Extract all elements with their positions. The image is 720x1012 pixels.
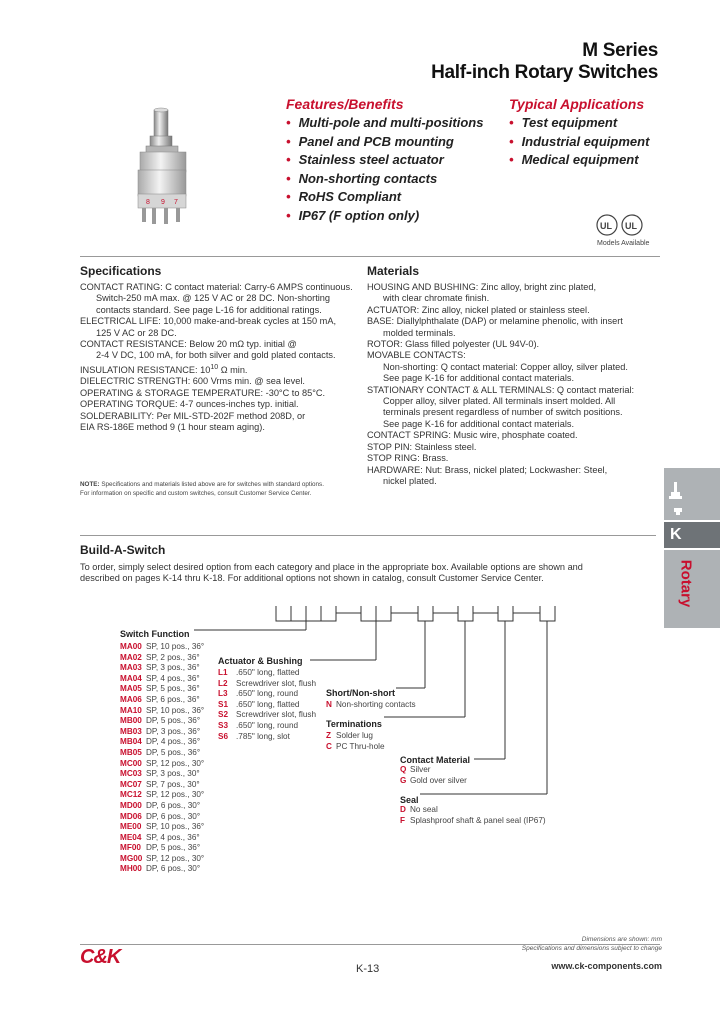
switch-function-title: Switch Function bbox=[120, 629, 190, 639]
option-description: Non-shorting contacts bbox=[336, 700, 416, 709]
option-row bbox=[218, 679, 316, 690]
option-code: MA03 bbox=[120, 663, 142, 673]
option-row bbox=[120, 727, 204, 738]
option-code: MC00 bbox=[120, 758, 142, 768]
svg-text:UL: UL bbox=[600, 221, 612, 231]
option-row bbox=[120, 716, 204, 727]
option-description: DP, 5 pos., 36° bbox=[146, 747, 201, 757]
option-code: G bbox=[400, 775, 407, 785]
option-row bbox=[120, 737, 204, 748]
option-code: S2 bbox=[218, 710, 229, 720]
option-row bbox=[120, 759, 204, 770]
svg-text:9: 9 bbox=[161, 199, 165, 206]
option-row bbox=[400, 765, 467, 776]
option-row bbox=[326, 700, 416, 711]
option-description: SP, 12 pos., 30° bbox=[146, 853, 205, 863]
option-code: ME04 bbox=[120, 832, 142, 842]
option-description: DP, 6 pos., 30° bbox=[146, 800, 201, 810]
option-code: MA06 bbox=[120, 694, 142, 704]
option-code: MA10 bbox=[120, 705, 142, 715]
contact-material-title: Contact Material bbox=[400, 755, 471, 765]
option-row bbox=[120, 780, 204, 791]
option-code: C bbox=[326, 741, 332, 751]
option-description: Gold over silver bbox=[410, 775, 467, 785]
option-description: DP, 6 pos., 30° bbox=[146, 811, 201, 821]
application-item: • Industrial equipment bbox=[509, 133, 650, 149]
option-code: MA02 bbox=[120, 652, 142, 662]
option-description: SP, 4 pos., 36° bbox=[146, 832, 200, 842]
option-row bbox=[326, 742, 385, 753]
option-code: MB04 bbox=[120, 737, 142, 747]
option-code: F bbox=[400, 815, 406, 825]
option-description: No seal bbox=[410, 805, 438, 814]
option-description: DP, 3 pos., 36° bbox=[146, 726, 201, 736]
website-url[interactable]: www.ck-components.com bbox=[551, 961, 662, 971]
option-description: SP, 6 pos., 36° bbox=[146, 694, 200, 704]
option-row bbox=[120, 843, 204, 854]
option-row bbox=[120, 801, 204, 812]
build-intro: To order, simply select desired option from each category and place in the appropriate box. Available options are shown and described on pages K-14 thru K-18. For additional options not shown in catalog, consult Customer Service Center. bbox=[80, 562, 583, 584]
option-code: S1 bbox=[218, 699, 229, 709]
option-description: .650" long, flatted bbox=[236, 668, 300, 677]
option-description: DP, 5 pos., 36° bbox=[146, 716, 201, 726]
option-description: SP, 5 pos., 36° bbox=[146, 684, 200, 694]
option-description: SP, 4 pos., 36° bbox=[146, 673, 200, 683]
option-description: Silver bbox=[410, 765, 431, 774]
actuator-title: Actuator & Bushing bbox=[218, 656, 303, 666]
option-description: SP, 12 pos., 30° bbox=[146, 790, 205, 800]
option-description: PC Thru-hole bbox=[336, 741, 385, 751]
svg-text:7: 7 bbox=[174, 199, 178, 206]
side-tab-label: Rotary bbox=[677, 559, 695, 608]
option-description: SP, 3 pos., 30° bbox=[146, 769, 200, 779]
option-description: SP, 2 pos., 36° bbox=[146, 652, 200, 662]
option-row bbox=[120, 854, 204, 865]
seal-list bbox=[400, 805, 546, 826]
option-row bbox=[120, 674, 204, 685]
option-row bbox=[400, 776, 467, 787]
option-description: DP, 5 pos., 36° bbox=[146, 843, 201, 853]
option-description: SP, 7 pos., 30° bbox=[146, 779, 200, 789]
feature-item: • Stainless steel actuator bbox=[286, 152, 444, 168]
option-description: SP, 10 pos., 36° bbox=[146, 642, 205, 651]
option-description: Screwdriver slot, flush bbox=[236, 710, 317, 720]
option-description: SP, 12 pos., 30° bbox=[146, 758, 205, 768]
feature-item: • IP67 (F option only) bbox=[286, 207, 420, 223]
option-code: MF00 bbox=[120, 843, 141, 853]
side-tab-letter: K bbox=[664, 522, 720, 548]
option-row bbox=[218, 721, 316, 732]
option-row bbox=[120, 695, 204, 706]
option-row bbox=[120, 833, 204, 844]
materials-list: HOUSING AND BUSHING: Zinc alloy, bright zinc plated, with clear chromate finish. ACTUATOR: Zinc alloy, nickel plated or stainless steel. BASE: Diallylphthalate (DAP) or melamine phenolic, with insert molded terminals. ROTOR: Glass filled polyester (UL 94V-0). MOVABLE CONTACTS: Non-shorting: Q contact material: Copper alloy, silver plated. See page K-16 for additional contact materials. STATIONARY CONTACT & ALL TERMINALS: Q contact material: Copper alloy, silver plated. All terminals insert molded. All terminals present regardless of number of switch positions. See page K-16 for additional contact materials. CONTACT SPRING: Music wire, phosphate coated. STOP PIN: Stainless steel. STOP RING: Brass. HARDWARE: Nut: Brass, nickel plated; Lockwasher: Steel, nickel plated. bbox=[367, 282, 635, 486]
option-row bbox=[218, 700, 316, 711]
option-row bbox=[218, 732, 316, 743]
terminations-list bbox=[326, 731, 385, 752]
option-description: SP, 10 pos., 36° bbox=[146, 705, 205, 715]
option-description: SP, 3 pos., 36° bbox=[146, 663, 200, 673]
models-available-label: Models Available bbox=[597, 240, 650, 247]
option-code: MD00 bbox=[120, 800, 142, 810]
option-code: L3 bbox=[218, 689, 228, 699]
option-code: Z bbox=[326, 731, 332, 740]
option-row bbox=[326, 731, 385, 742]
option-description: Splashproof shaft & panel seal (IP67) bbox=[410, 815, 546, 825]
option-code: S3 bbox=[218, 720, 229, 730]
option-code: S6 bbox=[218, 731, 229, 741]
specifications-note: NOTE: Specifications and materials listed above are for switches with standard options. For information on specific and custom switches, consult Customer Service Center. bbox=[80, 481, 324, 497]
specifications-title: Specifications bbox=[80, 264, 162, 278]
page-subtitle: Half-inch Rotary Switches bbox=[431, 62, 658, 83]
specifications-list: CONTACT RATING: C contact material: Carry-6 AMPS continuous. Switch-250 mA max. @ 125 V AC or 28 DC. Non-shorting contacts standard. See page L-16 for additional ratings. ELECTRICAL LIFE: 10,000 make-and-break cycles at 150 mA, 125 V AC or 28 DC. CONTACT RESISTANCE: Below 20 mΩ typ. initial @ 2-4 V DC, 100 mA, for both silver and gold plated contacts. INSULATION RESISTANCE: $10^{10}$ Ω min. DIELECTRIC STRENGTH: 600 Vrms min. @ sea level. OPERATING & STORAGE TEMPERATURE: -30°C to 85°C. OPERATING TORQUE: 4-7 ounces-inches typ. initial. SOLDERABILITY: Per MIL-STD-202F method 208D, or EIA RS-186E method 9 (1 hour steam aging). bbox=[80, 282, 353, 432]
option-row bbox=[120, 653, 204, 664]
option-description: SP, 10 pos., 36° bbox=[146, 822, 205, 832]
application-item: • Test equipment bbox=[509, 115, 618, 130]
option-row bbox=[400, 805, 546, 816]
feature-item: • Non-shorting contacts bbox=[286, 170, 438, 186]
option-code: D bbox=[400, 805, 406, 814]
option-row bbox=[120, 812, 204, 823]
materials-title: Materials bbox=[367, 264, 420, 278]
svg-text:UL: UL bbox=[625, 221, 637, 231]
terminations-title: Terminations bbox=[326, 719, 382, 729]
option-code: MA04 bbox=[120, 673, 142, 683]
option-description: .650" long, flatted bbox=[236, 699, 300, 709]
svg-text:8: 8 bbox=[146, 199, 150, 206]
option-code: L2 bbox=[218, 678, 228, 688]
option-row bbox=[400, 816, 546, 827]
option-code: MC12 bbox=[120, 790, 142, 800]
option-code: N bbox=[326, 700, 332, 709]
option-row bbox=[120, 642, 204, 653]
series-title: M Series bbox=[582, 40, 658, 61]
features-title: Features/Benefits bbox=[286, 96, 404, 112]
contact-material-list bbox=[400, 765, 467, 786]
option-row bbox=[218, 668, 316, 679]
option-description: .650" long, round bbox=[236, 720, 299, 730]
actuator-list bbox=[218, 668, 316, 742]
option-code: MG00 bbox=[120, 853, 143, 863]
option-description: DP, 6 pos., 30° bbox=[146, 864, 201, 874]
option-row bbox=[120, 706, 204, 717]
switch-function-list bbox=[120, 642, 204, 875]
page-number: K-13 bbox=[356, 963, 380, 975]
short-title: Short/Non-short bbox=[326, 688, 395, 698]
option-code: MA05 bbox=[120, 684, 142, 694]
option-description: .785" long, slot bbox=[236, 731, 290, 741]
short-list bbox=[326, 700, 416, 711]
option-row bbox=[120, 864, 204, 875]
option-code: MD06 bbox=[120, 811, 142, 821]
feature-item: • RoHS Compliant bbox=[286, 189, 402, 205]
build-title: Build-A-Switch bbox=[80, 543, 166, 557]
option-code: MC07 bbox=[120, 779, 142, 789]
option-row bbox=[218, 710, 316, 721]
option-row bbox=[120, 790, 204, 801]
option-row bbox=[120, 663, 204, 674]
ck-logo: C&K bbox=[80, 946, 121, 968]
option-row bbox=[120, 822, 204, 833]
option-code: ME00 bbox=[120, 822, 142, 832]
option-code: MA00 bbox=[120, 642, 142, 651]
feature-item: • Panel and PCB mounting bbox=[286, 133, 454, 149]
option-description: Screwdriver slot, flush bbox=[236, 678, 317, 688]
option-row bbox=[218, 689, 316, 700]
option-description: .650" long, round bbox=[236, 689, 299, 699]
option-row bbox=[120, 748, 204, 759]
option-code: MB05 bbox=[120, 747, 142, 757]
feature-item: • Multi-pole and multi-positions bbox=[286, 115, 484, 130]
footer-notes: Dimensions are shown: mm Specifications and dimensions subject to change bbox=[521, 936, 662, 952]
option-code: MH00 bbox=[120, 864, 142, 874]
option-code: MB03 bbox=[120, 726, 142, 736]
option-code: MC03 bbox=[120, 769, 142, 779]
option-description: DP, 4 pos., 36° bbox=[146, 737, 201, 747]
application-item: • Medical equipment bbox=[509, 152, 639, 168]
option-description: Solder lug bbox=[336, 731, 373, 740]
option-row bbox=[120, 769, 204, 780]
applications-title: Typical Applications bbox=[509, 96, 645, 112]
option-code: MB00 bbox=[120, 716, 142, 726]
option-code: L1 bbox=[218, 668, 228, 677]
option-row bbox=[120, 684, 204, 695]
seal-title: Seal bbox=[400, 795, 419, 805]
option-code: Q bbox=[400, 765, 407, 774]
